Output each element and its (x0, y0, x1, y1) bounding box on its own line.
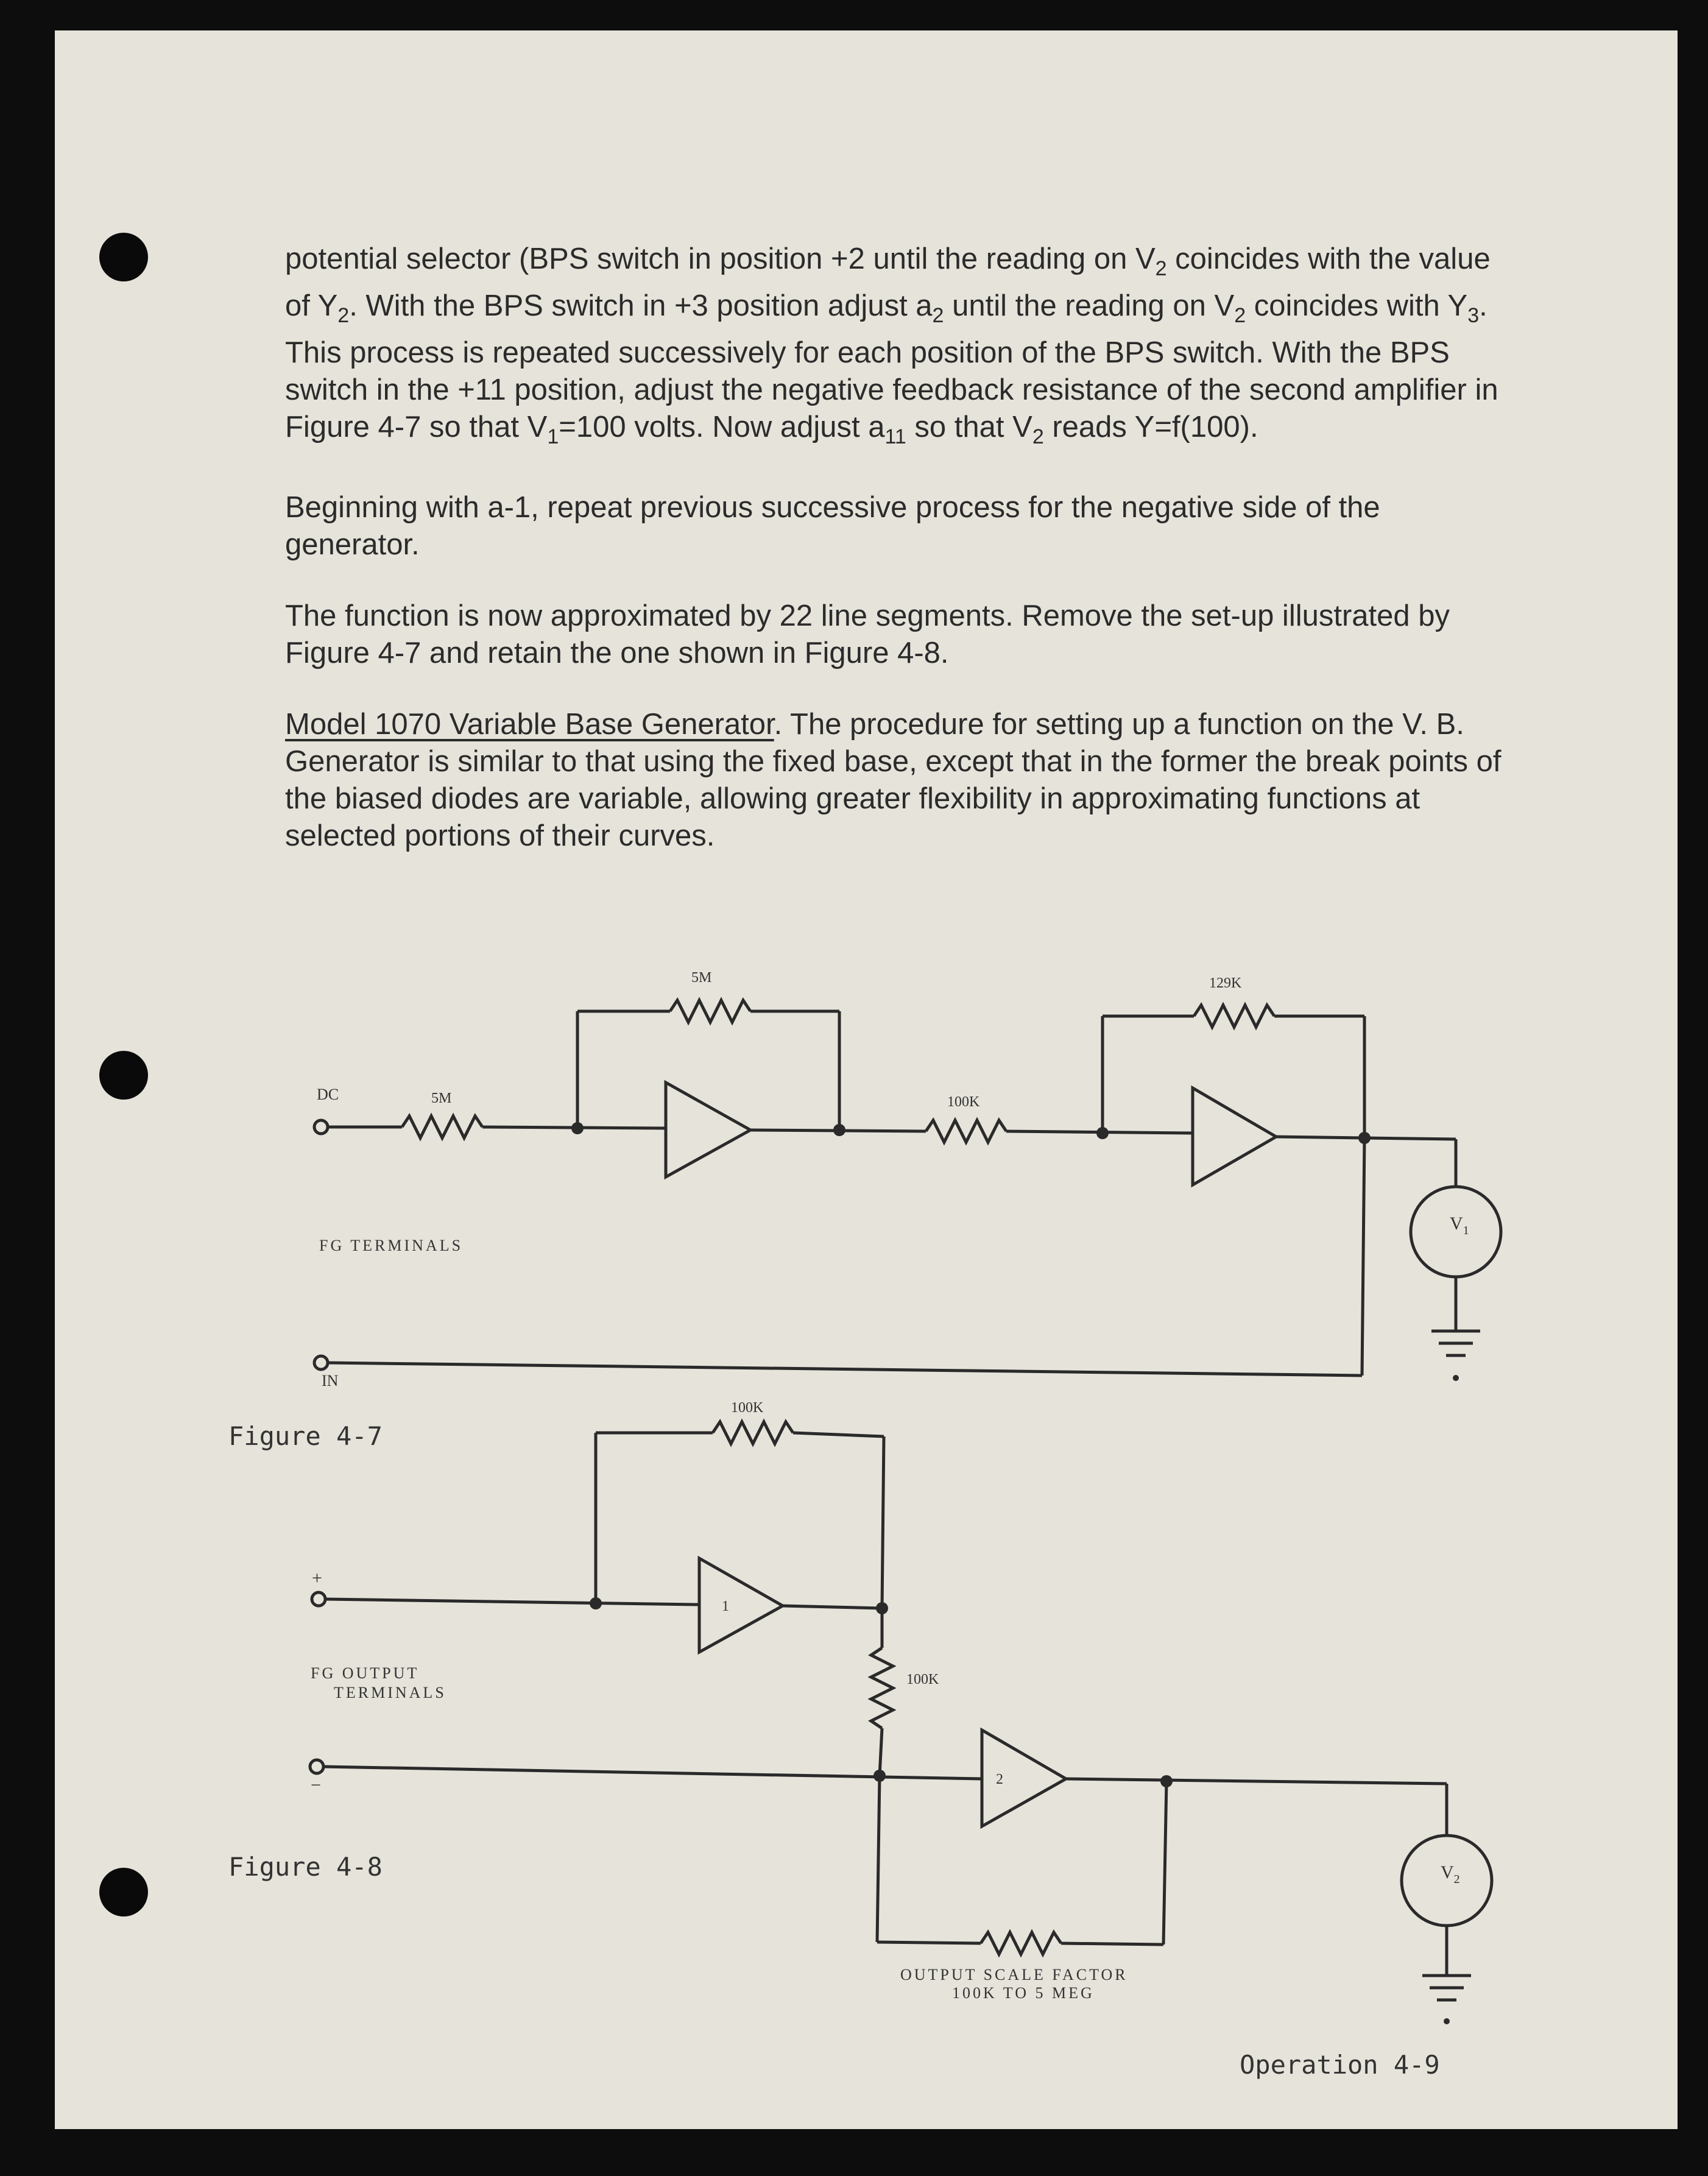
figure-4-8-caption: Figure 4-8 (228, 1852, 383, 1882)
junction-dot (873, 1770, 886, 1782)
junction-dot (876, 1602, 888, 1614)
amplifier-1 (699, 1558, 783, 1652)
scale-range-label: 100K TO 5 MEG (952, 1984, 1095, 2002)
minus-terminal (310, 1760, 323, 1773)
fg-terminals-label-2: TERMINALS (334, 1684, 446, 1701)
meter-v2-label: $V_2$ (1441, 1862, 1460, 1886)
r-feedback2-label: 129K (1209, 975, 1242, 991)
paragraph-1: potential selector (BPS switch in position +2 until the reading on $V_2$ coincides with the value of $Y_2$. With the BPS switch in +3 position adjust $a_2$ until the reading on $V_2$ coincides with $Y_3$. This process is repeated successively for each position of the BPS switch. With the BPS switch in the +11 position, adjust the negative feedback resistance of the second amplifier in Figure 4-7 so that $V_1=100$ volts. Now adjust $a_{11}$ so that $V_2$ reads Y=f(100). (285, 242, 1498, 448)
page-footer: Operation 4-9 (1240, 2050, 1440, 2080)
scale-factor-label: OUTPUT SCALE FACTOR (900, 1966, 1128, 1983)
minus-label: − (311, 1775, 321, 1795)
dc-label: DC (317, 1086, 339, 1103)
r-feedback-label: 100K (731, 1400, 764, 1416)
amp1-label: 1 (722, 1598, 729, 1614)
fg-output-label: FG OUTPUT (311, 1664, 420, 1682)
paragraph-2: Beginning with a-1, repeat previous successive process for the negative side of the generator. (285, 491, 1380, 562)
meter-v1-label: $V_1$ (1450, 1213, 1469, 1237)
r-input-label: 5M (431, 1090, 452, 1106)
paragraph-3: The function is now approximated by 22 line segments. Remove the set-up illustrated by Figure 4-7 and retain the one shown in Figure 4-8. (285, 599, 1450, 670)
ground-dot (1444, 2018, 1450, 2024)
resistor-series-100k (871, 1648, 893, 1728)
r-middle-label: 100K (947, 1094, 980, 1110)
r-series-label: 100K (906, 1672, 939, 1687)
figure-4-7-caption: Figure 4-7 (228, 1421, 383, 1451)
junction-dot (1160, 1775, 1173, 1787)
amplifier-2 (982, 1730, 1066, 1826)
junction-dot (590, 1597, 602, 1609)
resistor-output-scale (981, 1932, 1061, 1954)
r-feedback1-label: 5M (691, 970, 712, 986)
paragraph-4: Model 1070 Variable Base Generator. The procedure for setting up a function on the V. B. Generator is similar to that using the fixed base, except that in the former the break points of the biased diodes are variable, allowing greater flexibility in approximating functions at selected portions of their curves. (285, 708, 1502, 853)
plus-terminal (312, 1592, 325, 1606)
amp2-label: 2 (996, 1772, 1003, 1787)
in-label: IN (322, 1372, 339, 1390)
resistor-feedback-100k (713, 1422, 793, 1444)
fg-terminals-label: FG TERMINALS (319, 1237, 464, 1254)
section-heading: Model 1070 Variable Base Generator (285, 708, 774, 741)
plus-label: + (312, 1568, 322, 1588)
